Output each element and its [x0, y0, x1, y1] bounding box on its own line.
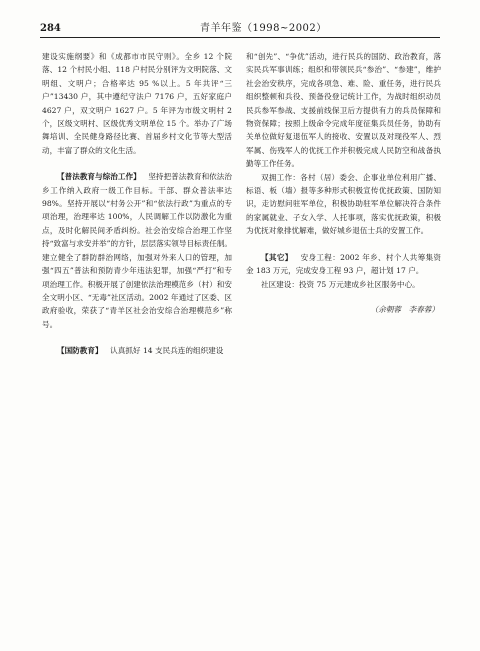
paragraph: [42, 170, 232, 331]
author-signature: （余朝蓉 李春蓉）: [370, 304, 439, 314]
paragraph-text: 坚持把普法教育和依法治乡工作纳入政府一级工作目标。干部、群众普法率达 98%。坚持开展以“村务公开”和“依法行政”为重点的专项治理，治理率达 100%，人民调解工作以防激化为重点，及时化解民间矛盾纠纷。社会治安综合治理工作坚持“致富与求安并举”的方针，层层落实领导目标责任制。建立健全了群防群治网络，加强对外来人口的管理，加强“四五”普法和预防青少年违法犯罪，加强“严打”和专项治理工作。积极开展了创建依法治理模范乡（村）和安全文明小区、“无毒”社区活动。2002 年通过了区委、区政府验收，荣获了“青羊区社会治安综合治理模范乡”称号。: [42, 172, 233, 329]
paragraph-text: 社区建设：投资 75 万元建成乡社区服务中心。: [261, 279, 420, 289]
running-header: [40, 19, 440, 38]
paragraph: [246, 278, 441, 291]
paragraph-text: 双拥工作：各村（居）委会、企事业单位利用广播、标语、板（墙）报等多种形式积极宣传优抚政策、国防知识，走访慰问驻军单位，积极协助驻军单位解决符合条件的家属就业、子女入学、人托事项，落实优抚政策，积极为优抚对象排忧解难，做好城乡退伍士兵的安置工作。: [246, 172, 441, 236]
section-heading: 【其它】: [261, 252, 293, 262]
paragraph-text: 安身工程：2002 年乡、村个人共筹集资金 183 万元，完成安身工程 93 户，超计划 17 户。: [246, 252, 441, 276]
paragraph: [246, 251, 441, 278]
page-number: 284: [40, 23, 61, 34]
section-heading: 【国防教育】: [57, 346, 103, 356]
paragraph-text: 和“创先”、“争优”活动，进行民兵的国防、政治教育，落实民兵军事训练；组织和带领民兵“参治”、“参建”，维护社会治安秩序，完成各项急、难、险、重任务，进行民兵组织整顿和兵役、预备役登记统计工作，为战时组织动员民兵参军参战、支援前线保卫后方提供有力的兵员保障和物资保障；按照上级命令完成年度征集兵员任务，协助有关单位做好复退伍军人的接收、安置以及对现役军人、烈军属、伤残军人的优抚工作并积极完成人民防空和战备执勤等工作任务。: [246, 52, 441, 169]
left-column: [42, 50, 232, 358]
paragraph: [246, 171, 441, 238]
paragraph: [42, 50, 232, 157]
paragraph-text: 建设实施纲要》和《成都市市民守则》。全乡 12 个院落、12 个村民小组、118 户村民分别评为文明院落、文明组、文明户；合格率达 95 %以上。5 年共评“三户”13430 户，其中遵纪守法户 7176 户，五好家庭户 4627 户，双文明户 1627 户。5 年评为市级文明村 2 个，区级文明村、区级优秀文明单位 15 个。举办了广场舞培训、全民健身路径比赛、首届乡村文化节等大型活动，丰富了群众的文化生活。: [42, 52, 232, 155]
section-heading: 【普法教育与综治工作】: [57, 172, 141, 182]
right-column: [246, 50, 441, 316]
paragraph: [42, 344, 232, 357]
paragraph-text: 认真抓好 14 支民兵连的组织建设: [110, 346, 224, 356]
paragraph: [246, 50, 441, 171]
running-title: 青羊年鉴（1998~2002）: [200, 23, 327, 34]
